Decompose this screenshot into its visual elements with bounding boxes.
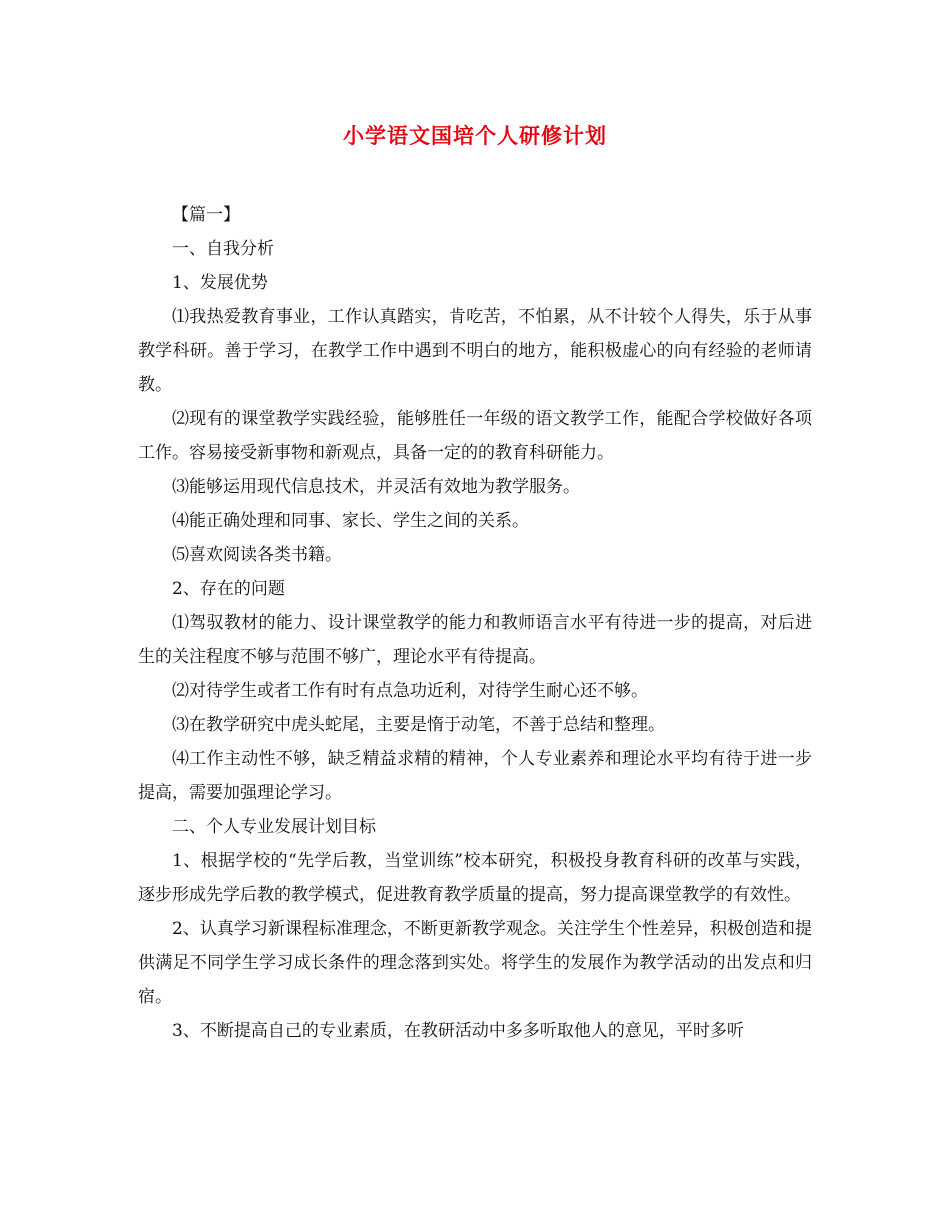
paragraph: ⑶能够运用现代信息技术，并灵活有效地为教学服务。 <box>172 477 580 497</box>
paragraph: ⑷能正确处理和同事、家长、学生之间的关系。 <box>172 511 529 531</box>
paragraph: 2、认真学习新课程标准理念，不断更新教学观念。关注学生个性差异，积极创造和提供满足不同学生学习成长条件的理念落到实处。将学生的发展作为教学活动的出发点和归宿。 <box>138 919 812 1007</box>
paragraph: ⑷工作主动性不够，缺乏精益求精的精神，个人专业素养和理论水平均有待于进一步提高，需要加强理论学习。 <box>138 749 812 803</box>
paragraph: ⑴我热爱教育事业，工作认真踏实，肯吃苦，不怕累，从不计较个人得失，乐于从事教学科研。善于学习，在教学工作中遇到不明白的地方，能积极虚心的向有经验的老师请教。 <box>138 307 812 395</box>
subheading-strengths: 1、发展优势 <box>172 273 268 293</box>
paragraph: 3、不断提高自己的专业素质，在教研活动中多多听取他人的意见，平时多听 <box>172 1021 744 1041</box>
paragraph: ⑶在教学研究中虎头蛇尾，主要是惰于动笔，不善于总结和整理。 <box>172 715 665 735</box>
paragraph: ⑸喜欢阅读各类书籍。 <box>172 545 342 565</box>
paragraph: ⑵对待学生或者工作有时有点急功近利，对待学生耐心还不够。 <box>172 681 648 701</box>
paragraph: ⑴驾驭教材的能力、设计课堂教学的能力和教师语言水平有待进一步的提高，对后进生的关注程度不够与范围不够广，理论水平有待提高。 <box>138 613 812 667</box>
heading-self-analysis: 一、自我分析 <box>172 239 274 259</box>
paragraph: ⑵现有的课堂教学实践经验，能够胜任一年级的语文教学工作，能配合学校做好各项工作。容易接受新事物和新观点，具备一定的的教育科研能力。 <box>138 409 812 463</box>
heading-development-goals: 二、个人专业发展计划目标 <box>172 817 376 837</box>
document-body <box>138 198 812 1048</box>
document-title: 小学语文国培个人研修计划 <box>343 123 607 148</box>
subheading-problems: 2、存在的问题 <box>172 579 285 599</box>
section-marker: 【篇一】 <box>172 205 240 225</box>
paragraph: 1、根据学校的“先学后教，当堂训练”校本研究，积极投身教育科研的改革与实践，逐步形成先学后教的教学模式，促进教育教学质量的提高，努力提高课堂教学的有效性。 <box>138 851 812 905</box>
